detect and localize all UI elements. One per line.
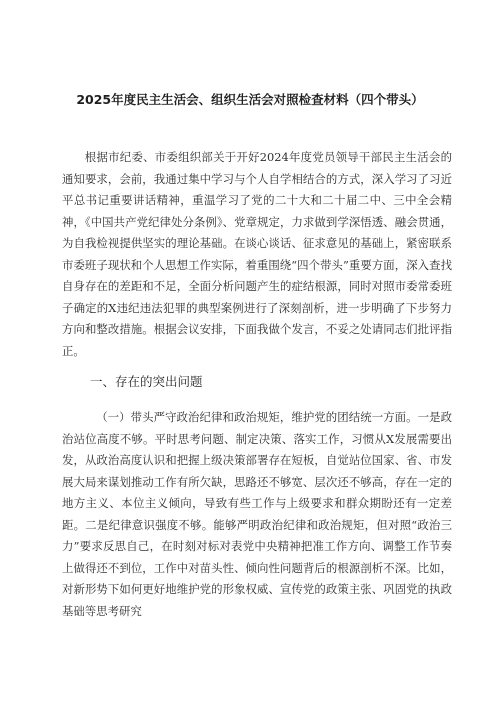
section-paragraph: （一）带头严守政治纪律和政治规矩，维护党的团结统一方面。一是政治站位高度不够。平时思考问题、制定决策、落实工作，习惯从X发展需要出发，从政治高度认识和把握上级决策部署存在短板，自觉站位国家、省、市发展大局来谋划推动工作有所欠缺，思路还不够宽、层次还不够高，存在一定的地方主义、本位主义倾向，导致有些工作与上级要求和群众期盼还有一定差距。二是纪律意识强度不够。能够严明政治纪律和政治规矩，但对照“政治三力”要求反思自己，在时刻对标对表党中央精神把准工作方向、调整工作节奏上做得还不到位，工作中对苗头性、倾向性问题背后的根源剖析不深。比如，对新形势下如何更好地维护党的形象权威、宣传党的政策主张、巩固党的执政基础等思考研究 (62, 410, 452, 618)
document-title: 2025年度民主生活会、组织生活会对照检查材料（四个带头） (76, 92, 424, 107)
section-heading: 一、存在的突出问题 (90, 374, 203, 389)
intro-paragraph: 根据市纪委、市委组织部关于开好2024年度党员领导干部民主生活会的通知要求，会前，我通过集中学习与个人自学相结合的方式，深入学习了习近平总书记重要讲话精神，重温学习了党的二十大和二十届二中、三中全会精神，《中国共产党纪律处分条例》、党章规定，力求做到学深悟透、融会贯通，为自我检视提供坚实的理论基础。在谈心谈话、征求意见的基础上，紧密联系市委班子现状和个人思想工作实际，着重围绕“四个带头”重要方面，深入查找自身存在的差距和不足，全面分析问题产生的症结根源，同时对照市委常委班子确定的X违纪违法犯罪的典型案例进行了深刻剖析，进一步明确了下步努力方向和整改措施。根据会议安排，下面我做个发言，不妥之处请同志们批评指正。 (62, 150, 452, 358)
